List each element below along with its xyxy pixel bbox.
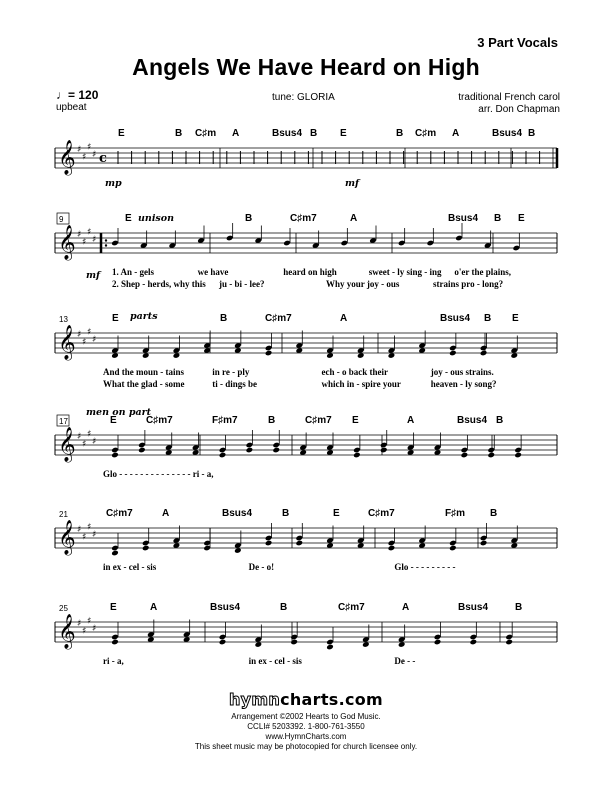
chord-symbol: Bsus4: [492, 128, 523, 139]
sharp-sign: ♯: [82, 237, 87, 248]
lyric-syllable: Glo - - - - - - - - - - - - - - ri - a,: [103, 469, 214, 479]
tune-name: tune: GLORIA: [272, 92, 335, 103]
sharp-sign: ♯: [82, 337, 87, 348]
lyric-syllable: in ex - cel - sis: [103, 562, 157, 572]
chord-symbol: E: [112, 313, 119, 324]
sharp-sign: ♯: [92, 530, 97, 540]
notehead: [380, 447, 388, 454]
notehead: [461, 452, 469, 459]
sharp-sign: ♯: [82, 152, 87, 163]
chord-symbol: B: [220, 313, 228, 324]
dynamic-marking: parts: [130, 311, 158, 322]
chord-symbol: C♯m7: [305, 415, 332, 426]
chord-symbol: C♯m7: [290, 213, 317, 224]
chord-symbol: E: [110, 602, 117, 613]
lyric-syllable: o'er the plains,: [454, 267, 511, 277]
ccli-line: CCLI# 5203392. 1-800-761-3550: [247, 722, 365, 731]
chord-symbol: B: [490, 508, 498, 519]
notehead: [246, 447, 254, 454]
chord-symbol: B: [515, 602, 523, 613]
dynamic-marking: mf: [86, 270, 101, 281]
license-line: This sheet music may be photocopied for church licensee only.: [194, 742, 418, 751]
sharp-sign: ♯: [92, 235, 97, 245]
notehead: [487, 452, 495, 459]
chord-symbol: B: [484, 313, 492, 324]
lyric-syllable: And the moun - tains: [103, 367, 185, 377]
notehead: [295, 540, 303, 547]
chord-symbol: Bsus4: [272, 128, 303, 139]
chord-symbol: A: [407, 415, 415, 426]
chord-symbol: A: [350, 213, 358, 224]
lyric-syllable: ti - dings be: [212, 379, 258, 389]
notehead: [470, 639, 478, 646]
lyric-syllable: What the glad - some: [103, 379, 185, 389]
notehead: [111, 452, 119, 459]
website-line: www.HymnCharts.com: [265, 732, 347, 741]
sharp-sign: ♯: [92, 437, 97, 447]
chord-symbol: B: [396, 128, 404, 139]
sharp-sign: ♯: [87, 616, 92, 627]
sharp-sign: ♯: [92, 624, 97, 634]
treble-clef: 𝄞: [58, 225, 76, 260]
lyric-syllable: strains pro - long?: [433, 279, 504, 289]
chord-symbol: E: [340, 128, 347, 139]
notehead: [480, 540, 488, 547]
chord-symbol: B: [528, 128, 536, 139]
tempo-word: upbeat: [56, 102, 87, 113]
chord-symbol: B: [245, 213, 253, 224]
chord-symbol: A: [402, 602, 410, 613]
notehead: [449, 545, 457, 552]
lyric-syllable: Glo - - - - - - - - -: [394, 562, 456, 572]
notehead: [434, 639, 442, 646]
lyric-syllable: ech - o back their: [321, 367, 388, 377]
chord-symbol: C♯m7: [106, 508, 133, 519]
arranger-credit: arr. Don Chapman: [478, 104, 560, 115]
chord-symbol: F♯m7: [212, 415, 238, 426]
logo-suffix: charts.com: [280, 690, 384, 709]
lyric-syllable: 2. Shep - herds, why this: [112, 279, 206, 289]
chord-symbol: Bsus4: [440, 313, 471, 324]
chord-symbol: A: [340, 313, 348, 324]
notehead: [290, 639, 298, 646]
chord-symbol: E: [352, 415, 359, 426]
song-title: Angels We Have Heard on High: [132, 54, 480, 80]
chord-symbol: Bsus4: [448, 213, 479, 224]
treble-clef: 𝄞: [58, 427, 76, 462]
sharp-sign: ♯: [87, 142, 92, 153]
dynamic-marking: men on part: [86, 407, 152, 418]
sharp-sign: ♯: [87, 227, 92, 238]
sharp-sign: ♯: [77, 230, 82, 240]
chord-symbol: E: [333, 508, 340, 519]
notehead: [272, 447, 280, 454]
chord-symbol: C♯m: [195, 128, 217, 139]
chord-symbol: B: [280, 602, 288, 613]
sharp-sign: ♯: [82, 532, 87, 543]
sharp-sign: ♯: [77, 525, 82, 535]
sharp-sign: ♯: [87, 522, 92, 533]
chord-symbol: C♯m7: [146, 415, 173, 426]
notehead: [505, 639, 513, 646]
measure-number: 13: [59, 315, 68, 324]
sharp-sign: ♯: [82, 626, 87, 637]
treble-clef: 𝄞: [58, 325, 76, 360]
notehead: [138, 447, 146, 454]
chord-symbol: Bsus4: [210, 602, 241, 613]
repeat-dot: [105, 244, 107, 246]
lyric-syllable: Why your joy - ous: [326, 279, 400, 289]
treble-clef: 𝄞: [58, 140, 76, 175]
chord-symbol: C♯m: [415, 128, 437, 139]
sharp-sign: ♯: [82, 439, 87, 450]
sharp-sign: ♯: [77, 330, 82, 340]
notehead: [449, 350, 457, 357]
sharp-sign: ♯: [77, 619, 82, 629]
chord-symbol: E: [512, 313, 519, 324]
treble-clef: 𝄞: [58, 520, 76, 555]
chord-symbol: Bsus4: [458, 602, 489, 613]
chord-symbol: A: [452, 128, 460, 139]
copyright-line: Arrangement ©2002 Hearts to God Music.: [231, 712, 381, 721]
notehead: [142, 545, 150, 552]
chord-symbol: C♯m7: [265, 313, 292, 324]
notehead: [219, 452, 227, 459]
sharp-sign: ♯: [77, 145, 82, 155]
measure-number: 9: [59, 215, 64, 224]
notehead: [219, 639, 227, 646]
lyric-syllable: joy - ous strains.: [430, 367, 494, 377]
lyric-syllable: ju - bi - lee?: [219, 279, 265, 289]
chord-symbol: E: [125, 213, 132, 224]
sharp-sign: ♯: [87, 429, 92, 440]
chord-symbol: E: [118, 128, 125, 139]
dynamic-marking: mp: [105, 178, 122, 189]
lyric-syllable: in ex - cel - sis: [248, 656, 302, 666]
measure-number: 17: [59, 417, 68, 426]
chord-symbol: A: [232, 128, 240, 139]
lyric-syllable: heaven - ly song?: [430, 379, 497, 389]
notehead: [265, 540, 273, 547]
chord-symbol: B: [175, 128, 183, 139]
chord-symbol: B: [310, 128, 318, 139]
treble-clef: 𝄞: [58, 614, 76, 649]
chord-symbol: B: [282, 508, 290, 519]
measure-number: 25: [59, 604, 68, 613]
sharp-sign: ♯: [87, 327, 92, 338]
chord-symbol: C♯m7: [368, 508, 395, 519]
dynamic-marking: unison: [138, 213, 175, 224]
chord-symbol: C♯m7: [338, 602, 365, 613]
chord-symbol: A: [162, 508, 170, 519]
sharp-sign: ♯: [92, 150, 97, 160]
lyric-syllable: in re - ply: [212, 367, 250, 377]
lyric-syllable: which in - spire your: [321, 379, 401, 389]
lyric-syllable: De - o!: [248, 562, 275, 572]
composer-credit: traditional French carol: [458, 92, 560, 103]
lyric-syllable: heard on high: [283, 267, 337, 277]
tempo-marking: ♩= 120: [56, 88, 99, 102]
notehead: [480, 350, 488, 357]
lyric-syllable: ri - a,: [103, 656, 124, 666]
chord-symbol: F♯m: [445, 508, 465, 519]
repeat-dot: [105, 239, 107, 241]
chord-symbol: A: [150, 602, 158, 613]
chord-symbol: Bsus4: [457, 415, 488, 426]
dynamic-marking: mf: [345, 178, 360, 189]
lyric-syllable: De - -: [394, 656, 416, 666]
time-signature: c: [99, 151, 107, 166]
chord-symbol: E: [110, 415, 117, 426]
measure-number: 21: [59, 510, 68, 519]
logo-prefix: hymn: [228, 690, 281, 709]
notehead: [514, 452, 522, 459]
chord-symbol: B: [496, 415, 504, 426]
chord-symbol: B: [494, 213, 502, 224]
sharp-sign: ♯: [77, 432, 82, 442]
lyric-syllable: we have: [197, 267, 229, 277]
notehead: [265, 350, 273, 357]
lyric-syllable: sweet - ly sing - ing: [368, 267, 442, 277]
sharp-sign: ♯: [92, 335, 97, 345]
chord-symbol: E: [518, 213, 525, 224]
notehead: [388, 545, 396, 552]
hymncharts-logo: [0, 690, 612, 709]
notehead: [353, 452, 361, 459]
notehead: [326, 644, 334, 651]
notehead: [111, 639, 119, 646]
notehead: [111, 550, 119, 557]
part-label: 3 Part Vocals: [477, 35, 558, 50]
lyric-syllable: 1. An - gels: [112, 267, 155, 277]
chord-symbol: Bsus4: [222, 508, 253, 519]
chord-symbol: B: [268, 415, 276, 426]
